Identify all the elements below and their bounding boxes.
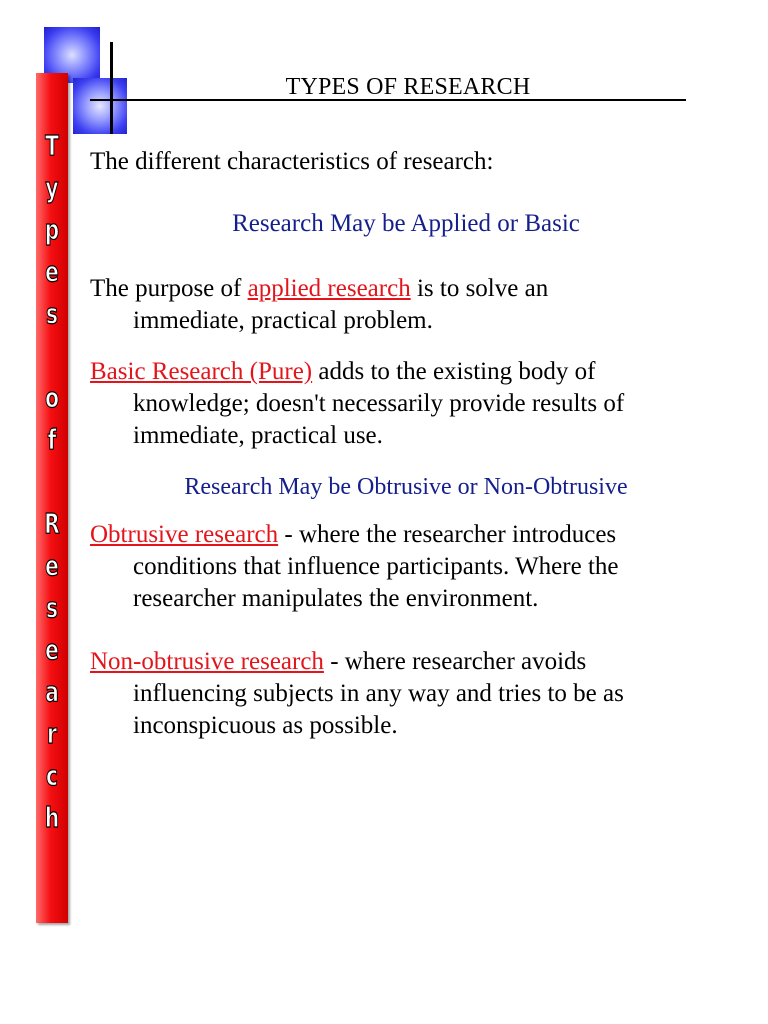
applied-before: The purpose of <box>90 275 248 302</box>
sidebar-letter: e <box>45 549 59 582</box>
sidebar-letter: e <box>45 633 59 666</box>
sidebar-letter: R <box>44 507 60 540</box>
basic-line2: knowledge; doesn't necessarily provide results of <box>133 390 625 417</box>
page-title: TYPES OF RESEARCH <box>285 74 531 100</box>
obtrusive-research-term: Obtrusive research <box>90 521 279 548</box>
basic-after: adds to the existing body of <box>312 358 596 385</box>
sidebar-letter: a <box>45 675 59 708</box>
sidebar-letter: s <box>45 591 58 624</box>
obtrusive-after: - where the researcher introduces <box>278 521 617 548</box>
non-obtrusive-after: - where researcher avoids <box>323 648 587 675</box>
sidebar-letter: s <box>45 297 58 330</box>
non-obtrusive-line2: influencing subjects in any way and tries to be as <box>133 680 624 707</box>
basic-research-term: Basic Research (Pure) <box>90 358 313 385</box>
sidebar-letter: f <box>47 423 57 456</box>
basic-line3: immediate, practical use. <box>133 422 383 449</box>
applied-research-term: applied research <box>247 275 411 302</box>
sidebar-letter <box>40 335 63 377</box>
applied-research-paragraph <box>90 273 700 337</box>
non-obtrusive-research-term: Non-obtrusive research <box>90 648 324 675</box>
basic-research-paragraph <box>90 356 700 452</box>
obtrusive-line2: conditions that influence participants. Where the <box>133 553 619 580</box>
sidebar-letter: o <box>45 381 59 414</box>
sidebar-letter: h <box>44 801 60 834</box>
sidebar-letter: p <box>44 213 60 246</box>
non-obtrusive-line3: inconspicuous as possible. <box>133 712 398 739</box>
sidebar-letter: c <box>46 759 58 792</box>
non-obtrusive-research-paragraph <box>90 646 700 742</box>
section-heading-obtrusive: Research May be Obtrusive or Non-Obtrusive <box>184 474 628 500</box>
sidebar-letter: y <box>45 171 59 204</box>
intro-text: The different characteristics of research: <box>90 148 494 175</box>
section-heading-applied-basic: Research May be Applied or Basic <box>232 210 580 237</box>
sidebar-banner <box>36 73 68 923</box>
obtrusive-line3: researcher manipulates the environment. <box>133 585 539 612</box>
sidebar-letter <box>40 461 63 503</box>
sidebar-letter: T <box>45 129 59 162</box>
obtrusive-research-paragraph <box>90 519 700 615</box>
sidebar-letter: e <box>45 255 59 288</box>
applied-after: is to solve an <box>410 275 549 302</box>
applied-line2: immediate, practical problem. <box>133 307 433 334</box>
sidebar-letter: r <box>47 717 57 750</box>
